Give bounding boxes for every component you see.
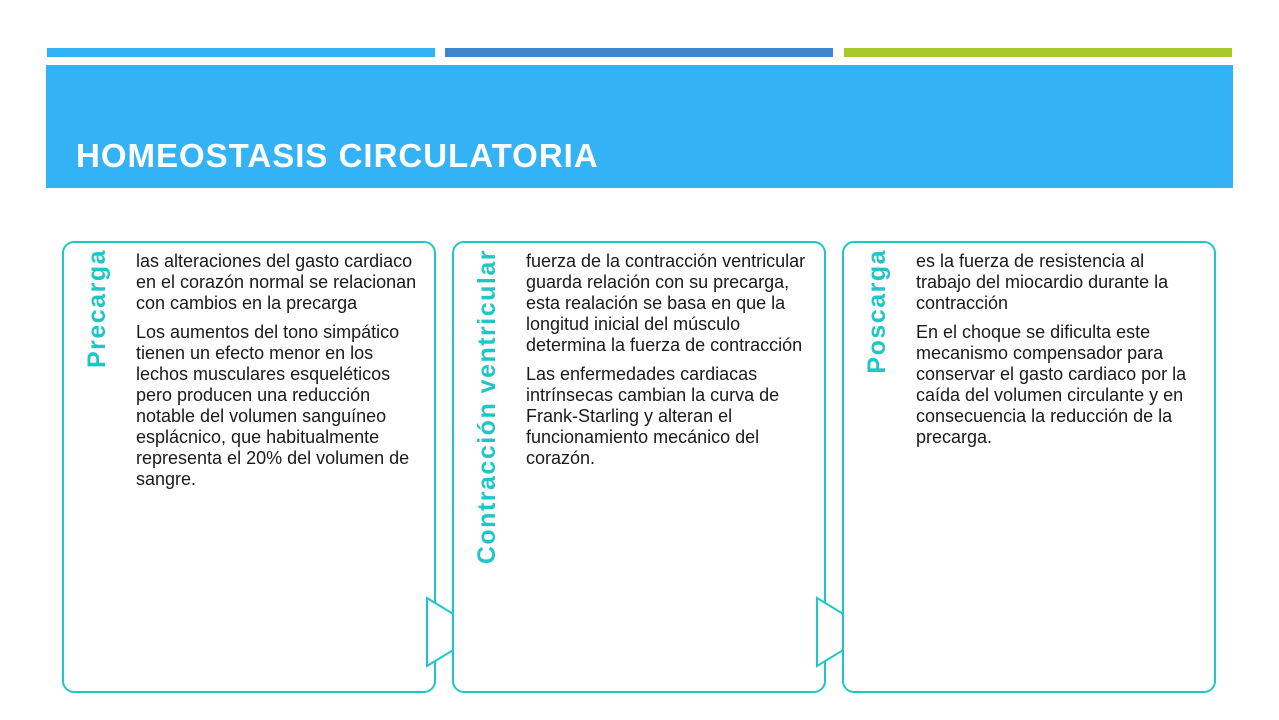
card-label-poscarga: Poscarga <box>863 249 891 374</box>
title-band <box>46 65 1233 188</box>
card-contraccion-ventricular <box>452 241 826 693</box>
accent-bar-green <box>844 48 1232 57</box>
card-body-precarga <box>136 251 421 498</box>
card-label-box <box>850 249 908 609</box>
accent-bar-blue <box>445 48 833 57</box>
card-label-box <box>70 249 128 609</box>
card-precarga <box>62 241 436 693</box>
card-label-precarga: Precarga <box>83 249 111 369</box>
card-paragraph: En el choque se dificulta este mecanismo compensador para conservar el gasto cardiaco por la caída del volumen circulante y en consecuencia la reducción de la precarga. <box>916 322 1187 447</box>
accent-bar-light-blue <box>47 48 435 57</box>
card-label-box <box>460 249 518 609</box>
card-label-contraccion: Contracción ventricular <box>473 249 501 565</box>
card-paragraph: las alteraciones del gasto cardiaco en el corazón normal se relacionan con cambios en la precarga <box>136 251 417 313</box>
card-paragraph: es la fuerza de resistencia al trabajo del miocardio durante la contracción <box>916 251 1169 313</box>
card-body-contraccion <box>526 251 811 477</box>
slide-title: HOMEOSTASIS CIRCULATORIA <box>76 137 599 174</box>
card-body-poscarga <box>916 251 1201 456</box>
card-paragraph: Las enfermedades cardiacas intrínsecas cambian la curva de Frank-Starling y alteran el funcionamiento mecánico del corazón. <box>526 364 780 468</box>
card-poscarga <box>842 241 1216 693</box>
card-paragraph: fuerza de la contracción ventricular guarda relación con su precarga, esta realación se basa en que la longitud inicial del músculo determina la fuerza de contracción <box>526 251 806 355</box>
card-paragraph: Los aumentos del tono simpático tienen un efecto menor en los lechos musculares esqueléticos pero producen una reducción notable del volumen sanguíneo esplácnico, que habitualmente representa el 20% del volumen de sangre. <box>136 322 410 489</box>
